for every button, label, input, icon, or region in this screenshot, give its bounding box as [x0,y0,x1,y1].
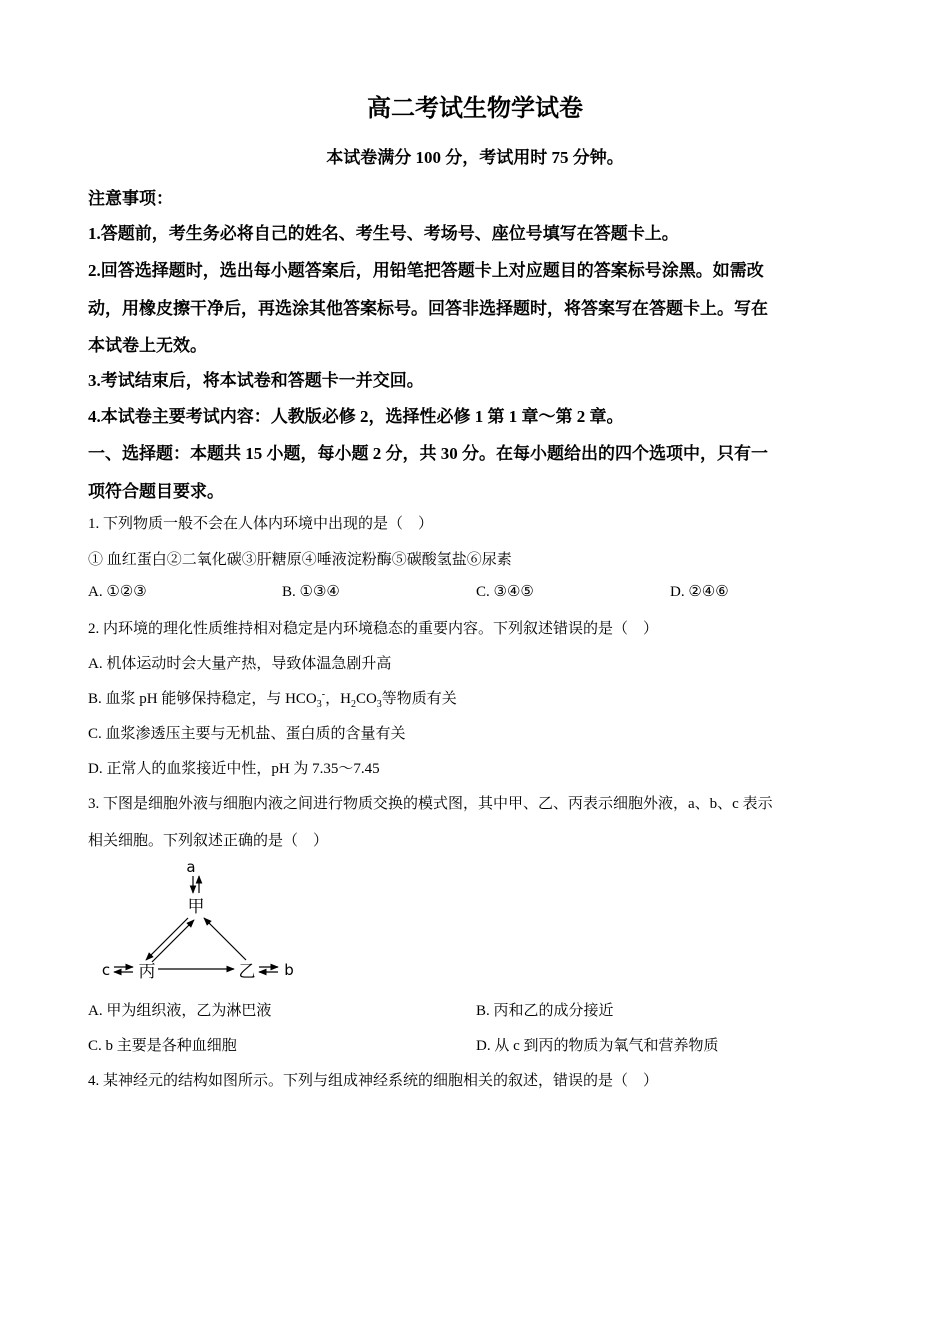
section-heading-line-1: 一、选择题：本题共 15 小题，每小题 2 分，共 30 分。在每小题给出的四个选项中，只有一 [88,444,768,463]
q2-option-a: A. 机体运动时会大量产热，导致体温急剧升高 [88,656,392,672]
q1-option-b: B. ①③④ [282,584,340,600]
q3-stem-line-1: 3. 下图是细胞外液与细胞内液之间进行物质交换的模式图，其中甲、乙、丙表示细胞外液，a、b、c 表示 [88,796,773,812]
arrow-jia-to-bing [146,918,188,960]
q2-option-d: D. 正常人的血浆接近中性，pH 为 7.35～7.45 [88,761,380,777]
q3-stem-line-2: 相关细胞。下列叙述正确的是（ ） [88,833,329,849]
q3-option-d: D. 从 c 到丙的物质为氧气和营养物质 [476,1038,719,1054]
q2-option-b-sub-1: 3 [316,699,322,710]
q2-option-b-sub-2: 2 [350,699,356,710]
notice-heading: 注意事项： [88,189,173,208]
notice-item-1: 1.答题前，考生务必将自己的姓名、考生号、考场号、座位号填写在答题卡上。 [88,224,679,243]
diagram-label-a: a [186,858,196,876]
exam-subtitle: 本试卷满分 100 分，考试用时 75 分钟。 [326,148,624,167]
q3-option-a: A. 甲为组织液，乙为淋巴液 [88,1003,272,1019]
q3-option-c: C. b 主要是各种血细胞 [88,1038,237,1054]
q1-option-a: A. ①②③ [88,584,147,600]
diagram-label-c: c [101,961,111,979]
diagram-label-b: b [284,961,294,979]
arrow-yi-to-jia [204,918,246,960]
q2-stem: 2. 内环境的理化性质维持相对稳定是内环境稳态的重要内容。下列叙述错误的是（ ） [88,621,659,637]
notice-item-2-line-1: 2.回答选择题时，选出每小题答案后，用铅笔把答题卡上对应题目的答案标号涂黑。如需改 [88,261,764,280]
q2-option-b-mid-2: CO [355,691,377,707]
notice-item-2-line-3: 本试卷上无效。 [88,336,207,355]
section-heading-line-2: 项符合题目要求。 [88,482,224,501]
diagram-label-yi: 乙 [238,962,256,982]
fluid-exchange-diagram [98,856,308,982]
q1-option-c: C. ③④⑤ [476,584,534,600]
q2-option-b-pre: B. 血浆 pH 能够保持稳定，与 HCO [88,691,317,707]
q2-option-b-mid: ，H [325,691,351,707]
notice-item-4: 4.本试卷主要考试内容：人教版必修 2，选择性必修 1 第 1 章～第 2 章。 [88,407,624,426]
q4-stem: 4. 某神经元的结构如图所示。下列与组成神经系统的细胞相关的叙述，错误的是（ ） [88,1073,659,1089]
q1-stem: 1. 下列物质一般不会在人体内环境中出现的是（ ） [88,516,434,532]
q2-option-b-sup: - [321,689,326,700]
diagram-label-bing: 丙 [138,962,156,982]
notice-item-2-line-2: 动，用橡皮擦干净后，再选涂其他答案标号。回答非选择题时，将答案写在答题卡上。写在 [88,299,768,318]
q2-option-b-sub-3: 3 [376,699,382,710]
exam-title: 高二考试生物学试卷 [367,96,583,122]
diagram-label-jia: 甲 [187,897,205,917]
notice-item-3: 3.考试结束后，将本试卷和答题卡一并交回。 [88,371,424,390]
q3-option-b: B. 丙和乙的成分接近 [476,1003,614,1019]
arrow-bing-to-jia [152,920,194,962]
q2-option-c: C. 血浆渗透压主要与无机盐、蛋白质的含量有关 [88,726,406,742]
q2-option-b-post: 等物质有关 [381,691,457,707]
q1-items: ① 血红蛋白②二氧化碳③肝糖原④唾液淀粉酶⑤碳酸氢盐⑥尿素 [88,552,512,568]
q2-option-b [88,687,457,708]
q1-option-d: D. ②④⑥ [670,584,729,600]
